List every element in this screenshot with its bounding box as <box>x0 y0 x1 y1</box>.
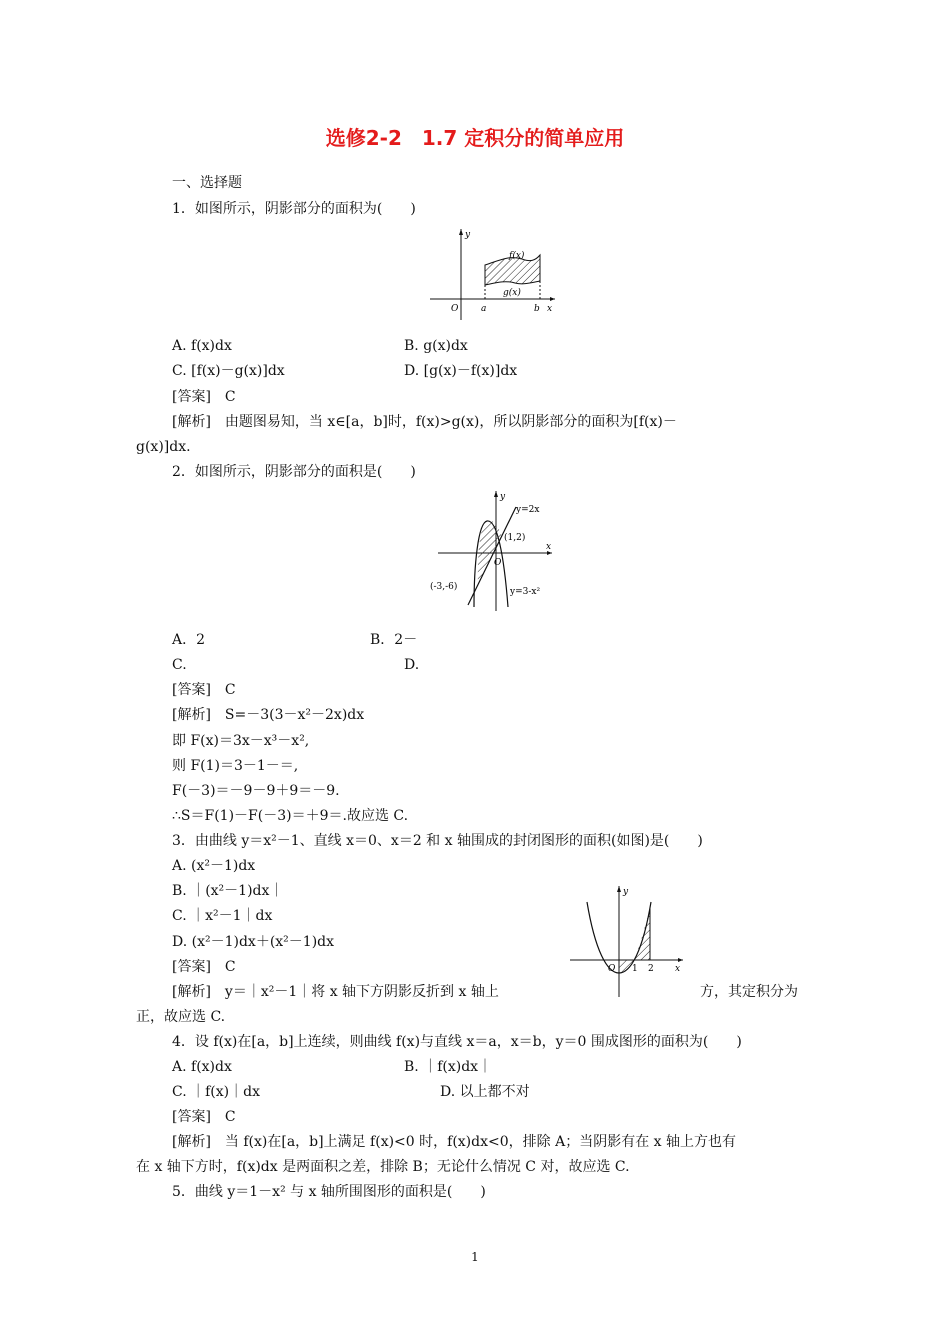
page-number: 1 <box>471 1250 479 1264</box>
question-2: 2．如图所示，阴影部分的面积是( ) <box>172 464 416 480</box>
q4-explanation-1: [解析] 当 f(x)在[a，b]上满足 f(x)<0 时，f(x)dx<0，排除 A；当阴影有在 x 轴上方也有 <box>172 1134 736 1150</box>
q3-answer: [答案] C <box>172 959 236 975</box>
q4-option-c: C. ｜f(x)｜dx <box>172 1084 260 1100</box>
section-heading: 一、选择题 <box>172 175 242 191</box>
fig1-f-label: f(x) <box>509 251 525 261</box>
fig2-point2-label: (-3,-6) <box>430 582 458 592</box>
q1-option-b: B. g(x)dx <box>404 338 468 354</box>
question-3: 3．由曲线 y＝x²－1、直线 x＝0、x＝2 和 x 轴围成的封闭图形的面积(如图)是( ) <box>172 833 703 849</box>
question-4: 4．设 f(x)在[a，b]上连续，则曲线 f(x)与直线 x＝a，x＝b，y＝0 围成图形的面积为( ) <box>172 1034 742 1050</box>
fig2-point1-label: (1,2) <box>504 533 526 543</box>
q2-explanation-3: 则 F(1)＝3－1－＝, <box>172 758 299 774</box>
q1-option-c: C. [f(x)－g(x)]dx <box>172 363 285 379</box>
q2-option-c: C. <box>172 657 187 673</box>
q1-explanation-1: [解析] 由题图易知，当 x∈[a，b]时，f(x)>g(x)，所以阴影部分的面积为[f(x)－ <box>172 414 677 430</box>
fig2-x-label: x <box>546 542 552 552</box>
fig2-origin-label: O <box>494 558 502 568</box>
fig1-g-label: g(x) <box>503 288 521 298</box>
q2-explanation-1: [解析] S=－3(3－x²－2x)dx <box>172 707 365 723</box>
q2-explanation-2: 即 F(x)＝3x－x³－x², <box>172 733 310 749</box>
q2-option-a: A．2 <box>172 632 206 648</box>
fig3-origin-label: O <box>608 964 616 974</box>
q3-option-d: D. (x²－1)dx＋(x²－1)dx <box>172 934 335 950</box>
q2-explanation-4: F(－3)＝－9－9＋9＝－9. <box>172 783 340 799</box>
figure-2 <box>430 485 565 615</box>
figure-1 <box>425 225 560 325</box>
q3-explanation-2: 正，故应选 C. <box>136 1009 226 1025</box>
fig1-origin-label: O <box>451 304 459 314</box>
q2-option-b: B．2－ <box>370 632 418 648</box>
fig3-tick-2: 2 <box>648 964 654 974</box>
q3-explanation-1a: [解析] y＝｜x²－1｜将 x 轴下方阴影反折到 x 轴上 <box>172 984 499 1000</box>
q1-option-a: A. f(x)dx <box>172 338 232 354</box>
fig2-y-label: y <box>500 492 506 502</box>
fig1-y-label: y <box>465 230 471 240</box>
shaded-region-above <box>634 908 650 960</box>
q1-option-d: D. [g(x)－f(x)]dx <box>404 363 518 379</box>
figure-3 <box>565 880 690 1000</box>
fig1-x-label: x <box>547 304 553 314</box>
q4-answer: [答案] C <box>172 1109 236 1125</box>
q4-option-d: D. 以上都不对 <box>440 1084 530 1100</box>
fig2-curve-label: y=3-x² <box>510 587 541 597</box>
q3-option-b: B. ｜(x²－1)dx｜ <box>172 883 284 899</box>
q4-option-a: A. f(x)dx <box>172 1059 232 1075</box>
question-1: 1．如图所示，阴影部分的面积为( ) <box>172 201 416 217</box>
q2-option-d: D. <box>404 657 420 673</box>
q3-explanation-1b: 方，其定积分为 <box>700 984 798 1000</box>
fig1-a-label: a <box>481 304 487 314</box>
fig3-x-label: x <box>675 964 681 974</box>
q3-option-c: C. ｜x²－1｜dx <box>172 908 273 924</box>
fig3-y-label: y <box>623 887 629 897</box>
q2-explanation-5: ∴S＝F(1)－F(－3)＝＋9＝.故应选 C. <box>172 808 409 824</box>
q1-answer: [答案] C <box>172 389 236 405</box>
q3-option-a: A. (x²－1)dx <box>172 858 256 874</box>
page-title: 选修2-2 1.7 定积分的简单应用 <box>325 126 625 150</box>
fig1-b-label: b <box>534 304 540 314</box>
fig3-tick-1: 1 <box>632 964 638 974</box>
q4-option-b: B. ｜f(x)dx｜ <box>404 1059 493 1075</box>
q2-answer: [答案] C <box>172 682 236 698</box>
fig2-line-label: y=2x <box>516 505 540 515</box>
q4-explanation-2: 在 x 轴下方时，f(x)dx 是两面积之差，排除 B；无论什么情况 C 对，故应选 C. <box>136 1159 630 1175</box>
question-5: 5．曲线 y＝1－x² 与 x 轴所围图形的面积是( ) <box>172 1184 486 1200</box>
q1-explanation-2: g(x)]dx. <box>136 439 191 455</box>
